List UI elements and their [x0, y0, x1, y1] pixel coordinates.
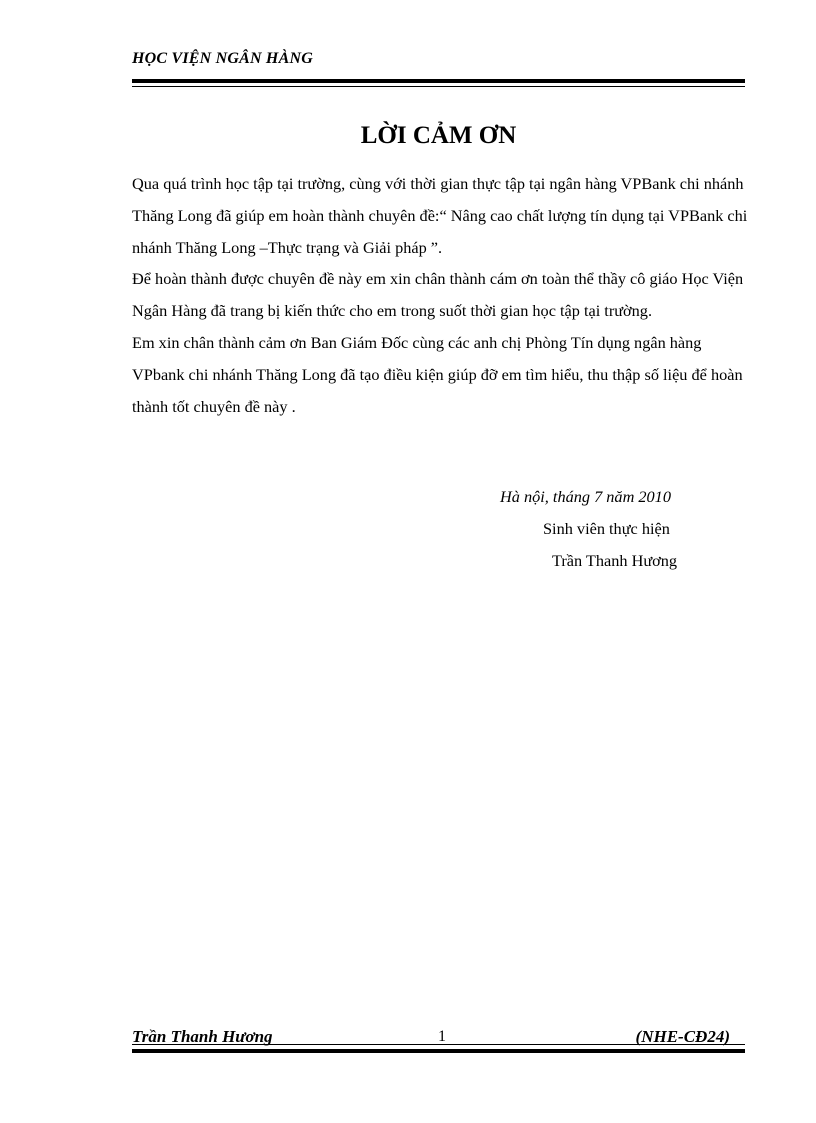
- body-text: [132, 168, 748, 422]
- page-number: 1: [438, 1028, 446, 1045]
- footer-rule-thin: [132, 1044, 745, 1045]
- signature-place-date: Hà nội, tháng 7 năm 2010: [500, 487, 671, 506]
- paragraph-2: Để hoàn thành được chuyên đề này em xin chân thành cám ơn toàn thể thầy cô giáo Học Viện Ngân Hàng đã trang bị kiến thức cho em trong suốt thời gian học tập tại trường.: [132, 269, 744, 321]
- signature-role: Sinh viên thực hiện: [543, 519, 670, 538]
- paragraph-3: Em xin chân thành cảm ơn Ban Giám Đốc cùng các anh chị Phòng Tín dụng ngân hàng VPbank chi nhánh Thăng Long đã tạo điều kiện giúp đỡ em tìm hiểu, thu thập số liệu để hoàn thành tốt chuyên đề này .: [132, 332, 743, 416]
- page-title: LỜI CẢM ƠN: [360, 122, 517, 149]
- footer-author: Trần Thanh Hương: [132, 1027, 273, 1046]
- signature-name: Trần Thanh Hương: [552, 551, 678, 570]
- header-rule-thin: [132, 86, 745, 87]
- header-rule-thick: [132, 79, 745, 83]
- footer-rule-thick: [132, 1049, 745, 1053]
- footer-code: (NHE-CĐ24): [635, 1027, 730, 1046]
- running-header: HỌC VIỆN NGÂN HÀNG: [132, 50, 313, 67]
- paragraph-1: Qua quá trình học tập tại trường, cùng với thời gian thực tập tại ngân hàng VPBank chi nhánh Thăng Long đã giúp em hoàn thành chuyên đề:“ Nâng cao chất lượng tín dụng tại VPBank chi nhánh Thăng Long –Thực trạng và Giải pháp ”.: [132, 174, 748, 257]
